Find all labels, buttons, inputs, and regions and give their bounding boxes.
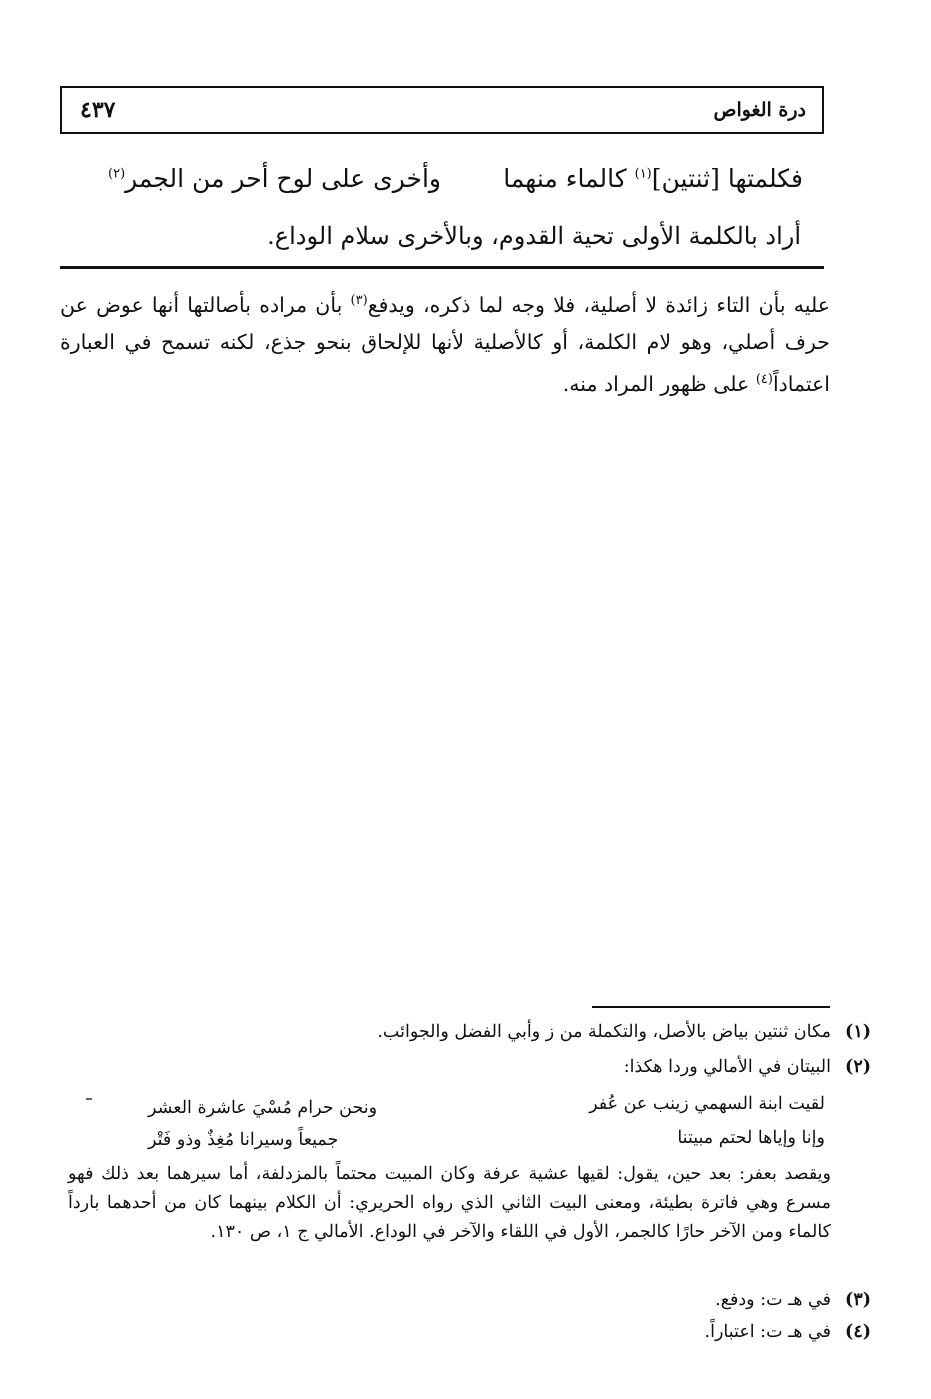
verse-second-hemistich xyxy=(108,164,441,193)
verse-first-hemistich xyxy=(503,164,803,193)
footnote-2-text: البيتان في الأمالي وردا هكذا: xyxy=(623,1057,831,1077)
verse-second-text: وأخرى على لوح أحر من الجمر xyxy=(125,164,441,193)
poem-line-1-right: لقيت ابنة السهمي زينب عن عُفر xyxy=(589,1094,825,1114)
running-title: درة الغواص xyxy=(713,99,806,121)
footnote-1-text: مكان ثنتين بياض بالأصل، والتكملة من ز وأبي الفضل والجوائب. xyxy=(377,1022,831,1042)
footnote-marker-3: (٣) xyxy=(350,293,368,308)
body-part2: بأن مراده بأصالتها أنها عوض عن حرف أصلي، وهو لام الكلمة، أو كالأصلية لأنها للإلحاق بنحو جذع، لكنه تسمح في العبارة اعتماداً xyxy=(60,292,830,396)
footnote-1-number: (١) xyxy=(845,1022,871,1042)
footnote-3-number: (٣) xyxy=(845,1290,871,1310)
poem-line-1-left: ونحن حرام مُسْيَ عاشرة العشر xyxy=(148,1098,378,1118)
footnote-marker-1: (١) xyxy=(634,166,652,182)
body-part1: عليه بأن التاء زائدة لا أصلية، فلا وجه لما ذكره، ويدفع xyxy=(367,292,830,317)
footnote-marker-2: (٢) xyxy=(108,166,126,182)
poem-line-2-right: وإنا وإياها لحتم مبيتنا xyxy=(677,1128,825,1148)
page-header xyxy=(60,86,824,134)
page-number: ٤٣٧ xyxy=(80,97,116,123)
body-part3: على ظهور المراد منه. xyxy=(562,371,756,396)
main-divider xyxy=(60,266,824,269)
verse-explanation: أراد بالكلمة الأولى تحية القدوم، وبالأخرى سلام الوداع. xyxy=(267,222,801,250)
body-paragraph xyxy=(60,282,830,403)
verse-first-text: فكلمتها [ثنتين] xyxy=(651,164,803,193)
footnote-4-text: في هـ ت: اعتباراً. xyxy=(704,1322,831,1342)
footnote-2-commentary: ويقصد بعفر: بعد حين، يقول: لقيها عشية عرفة وكان المبيت محتماً بالمزدلفة، أما سيرهما بعد ذلك فهو مسرع وهي فاترة بطيئة، ومعنى البيت الثاني الذي رواه الحريري: أن الكلام بينهما كان من أحدهما بارداً كالماء ومن الآخر حارًا كالجمر، الأول في اللقاء والآخر في الوداع. الأمالي ج ١، ص ١٣٠. xyxy=(68,1164,831,1242)
footnote-3-text: في هـ ت: ودفع. xyxy=(715,1290,831,1310)
stray-mark xyxy=(86,1098,92,1100)
footnote-4-number: (٤) xyxy=(845,1322,871,1342)
poem-line-2-left: جميعاً وسيرانا مُغِذٌ وذو فَتْر xyxy=(148,1130,339,1150)
footnote-divider xyxy=(592,1006,830,1008)
footnote-marker-4: (٤) xyxy=(755,371,773,387)
footnote-2-number: (٢) xyxy=(845,1057,871,1077)
verse-first-tail: كالماء منهما xyxy=(503,164,635,193)
